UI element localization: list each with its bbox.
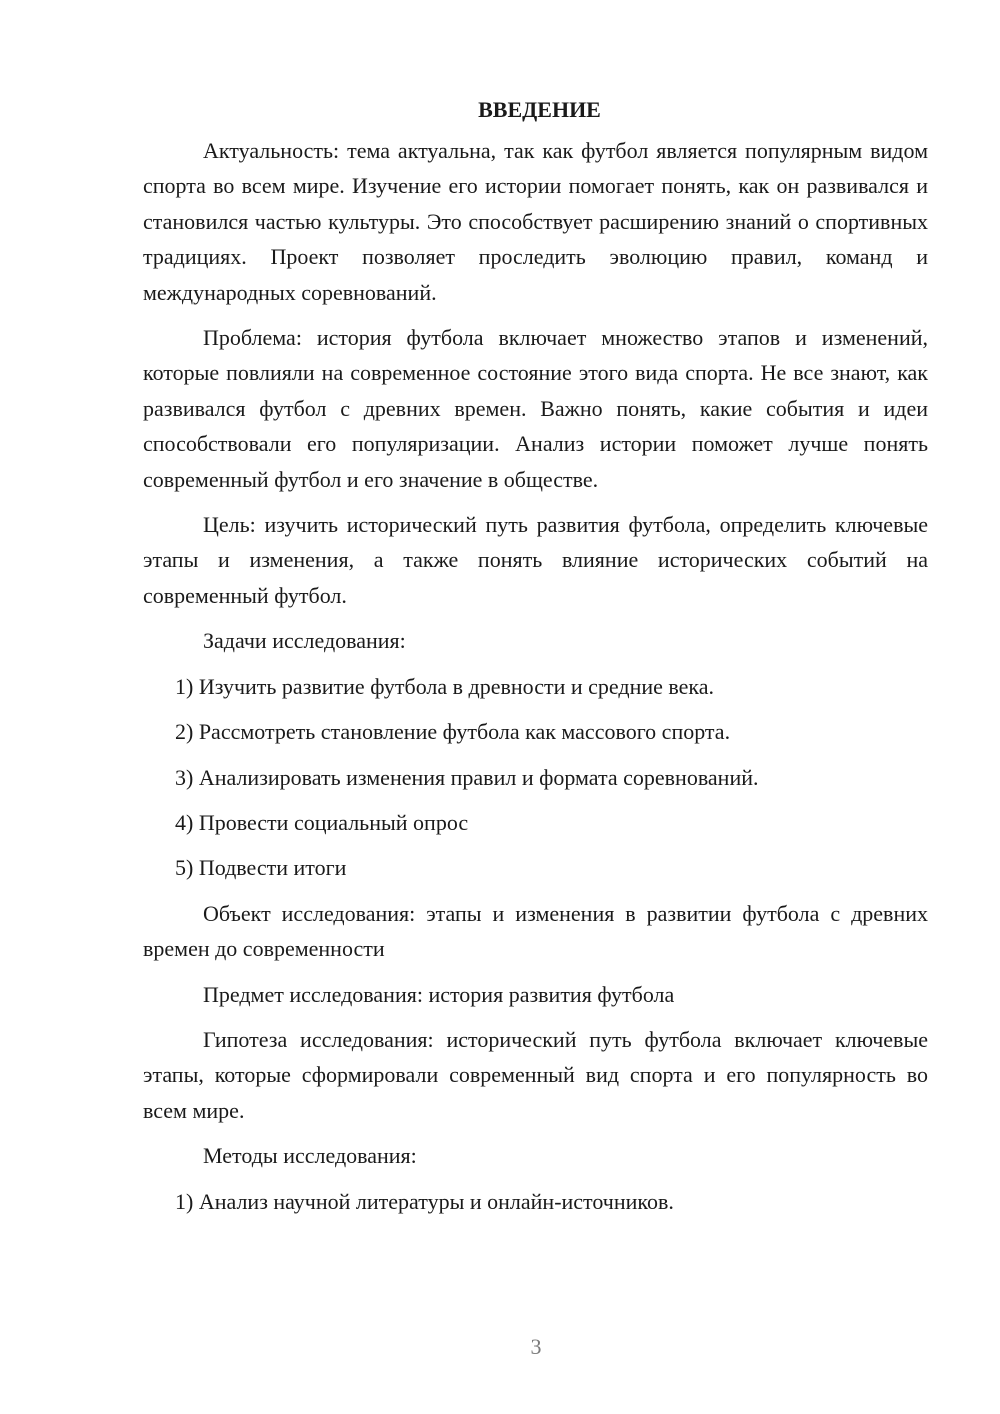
relevance-paragraph: Актуальность: тема актуальна, так как футбол является популярным видом спорта во всем мире. Изучение его истории помогает понять, как он развивался и становился частью культуры. Это способствует расширению знаний о спортивных традициях. Проект позволяет проследить эволюцию правил, команд и международных соревнований. [143,138,928,305]
object-paragraph: Объект исследования: этапы и изменения в развитии футбола с древних времен до современности [143,900,928,962]
method-item: 1) Анализ научной литературы и онлайн-источников. [175,1188,674,1214]
task-item: 1) Изучить развитие футбола в древности и средние века. [175,673,715,699]
methods-heading: Методы исследования: [203,1143,417,1169]
tasks-list [143,669,928,886]
problem-paragraph: Проблема: история футбола включает множество этапов и изменений, которые повлияли на современное состояние этого вида спорта. Не все знают, как развивался футбол с древних времен. Важно понять, какие события и идеи способствовали его популяризации. Анализ истории поможет лучше понять современный футбол и его значение в обществе. [143,325,928,492]
page-content [143,92,928,1229]
goal-paragraph: Цель: изучить исторический путь развития футбола, определить ключевые этапы и изменения, а также понять влияние исторических событий на современный футбол. [143,512,928,608]
tasks-heading: Задачи исследования: [203,628,406,654]
task-item: 5) Подвести итоги [175,855,347,881]
subject-paragraph: Предмет исследования: история развития футбола [203,981,675,1007]
task-item: 2) Рассмотреть становление футбола как массового спорта. [175,719,731,745]
task-item: 3) Анализировать изменения правил и формата соревнований. [175,764,759,790]
section-title: ВВЕДЕНИЕ [478,97,601,122]
methods-list [143,1184,928,1219]
page-number: 3 [530,1334,542,1359]
hypothesis-paragraph: Гипотеза исследования: исторический путь футбола включает ключевые этапы, которые сформировали современный вид спорта и его популярность во всем мире. [143,1026,928,1123]
task-item: 4) Провести социальный опрос [175,809,469,835]
